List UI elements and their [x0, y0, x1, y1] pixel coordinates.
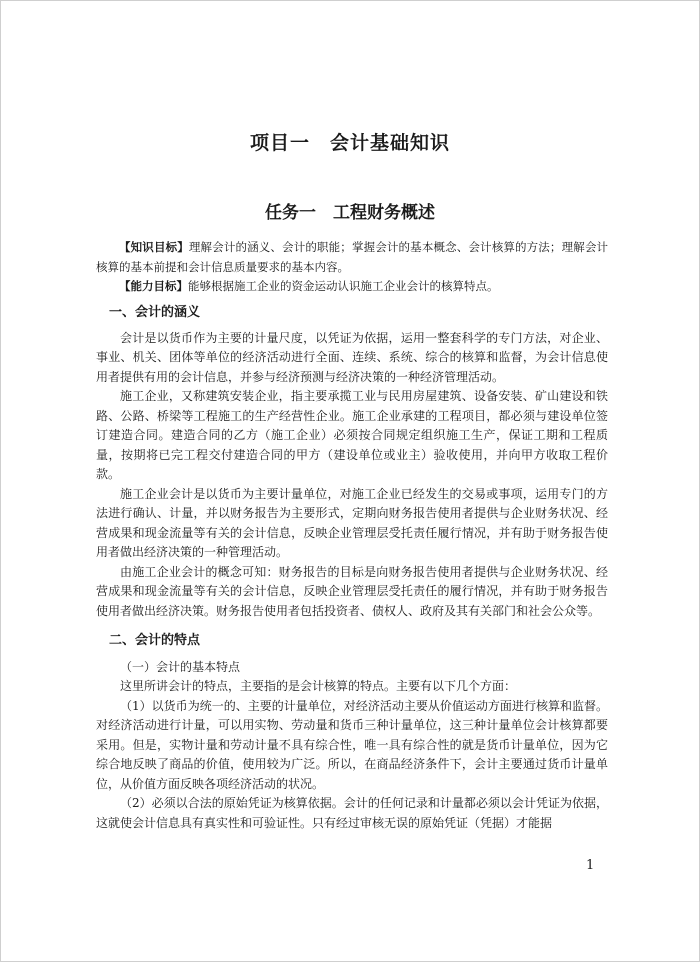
knowledge-objective: [96, 238, 608, 277]
paragraph: 由施工企业会计的概念可知：财务报告的目标是向财务报告使用者提供与企业财务状况、经营成果和现金流量等有关的会计信息，反映企业管理层受托责任的履行情况，并有助于财务报告使用者做出经济决策。财务报告使用者包括投资者、债权人、政府及其有关部门和社会公众等。: [96, 564, 608, 618]
task-title: 任务一 工程财务概述: [265, 203, 435, 223]
paragraph: 会计是以货币作为主要的计量尺度，以凭证为依据，运用一整套科学的专门方法，对企业、事业、机关、团体等单位的经济活动进行全面、连续、系统、综合的核算和监督，为会计信息使用者提供有用的会计信息，并参与经济预测与经济决策的一种经济管理活动。: [96, 330, 608, 384]
subsection-heading: （一）会计的基本特点: [120, 660, 241, 674]
paragraph: 这里所讲会计的特点，主要指的是会计核算的特点。主要有以下几个方面：: [120, 679, 517, 693]
ability-objective-label: 【能力目标】: [119, 279, 188, 293]
paragraph: （1）以货币为统一的、主要的计量单位，对经济活动主要从价值运动方面进行核算和监督。对经济活动进行计量，可以用实物、劳动量和货币三种计量单位，这三种计量单位会计核算都要采用。但是，实物计量和劳动计量不具有综合性，唯一具有综合性的就是货币计量单位，因为它综合地反映了商品的价值，使用较为广泛。所以，在商品经济条件下，会计主要通过货币计量单位，从价值方面反映各项经济活动的状况。: [96, 698, 608, 791]
ability-objective: [96, 277, 608, 297]
paragraph: 施工企业，又称建筑安装企业，指主要承揽工业与民用房屋建筑、设备安装、矿山建设和铁路、公路、桥梁等工程施工的生产经营性企业。施工企业承建的工程项目，都必须与建设单位签订建造合同。建造合同的乙方（施工企业）必须按合同规定组织施工生产，保证工期和工程质量，按期将已完工程交付建造合同的甲方（建设单位或业主）验收使用，并向甲方收取工程价款。: [96, 389, 608, 481]
knowledge-objective-text: 理解会计的涵义、会计的职能；掌握会计的基本概念、会计核算的方法；理解会计核算的基本前提和会计信息质量要求的基本内容。: [96, 240, 609, 274]
paragraph: （2）必须以合法的原始凭证为核算依据。会计的任何记录和计量都必须以会计凭证为依据，这就使会计信息具有真实性和可验证性。只有经过审核无误的原始凭证（凭据）才能据: [96, 796, 608, 830]
paragraph: 施工企业会计是以货币为主要计量单位，对施工企业已经发生的交易或事项，运用专门的方法进行确认、计量，并以财务报告为主要形式，定期向财务报告使用者提供与企业财务状况、经营成果和现金流量等有关的会计信息，反映企业管理层受托责任履行情况，并有助于财务报告使用者做出经济决策的一种管理活动。: [96, 486, 608, 559]
section-heading: 二、会计的特点: [109, 633, 201, 648]
section-heading: 一、会计的涵义: [109, 304, 201, 320]
knowledge-objective-label: 【知识目标】: [119, 240, 189, 254]
page-number: 1: [586, 858, 595, 873]
page-body: [96, 238, 608, 833]
chapter-title: 项目一 会计基础知识: [249, 132, 450, 154]
ability-objective-text: 能够根据施工企业的资金运动认识施工企业会计的核算特点。: [188, 279, 499, 293]
